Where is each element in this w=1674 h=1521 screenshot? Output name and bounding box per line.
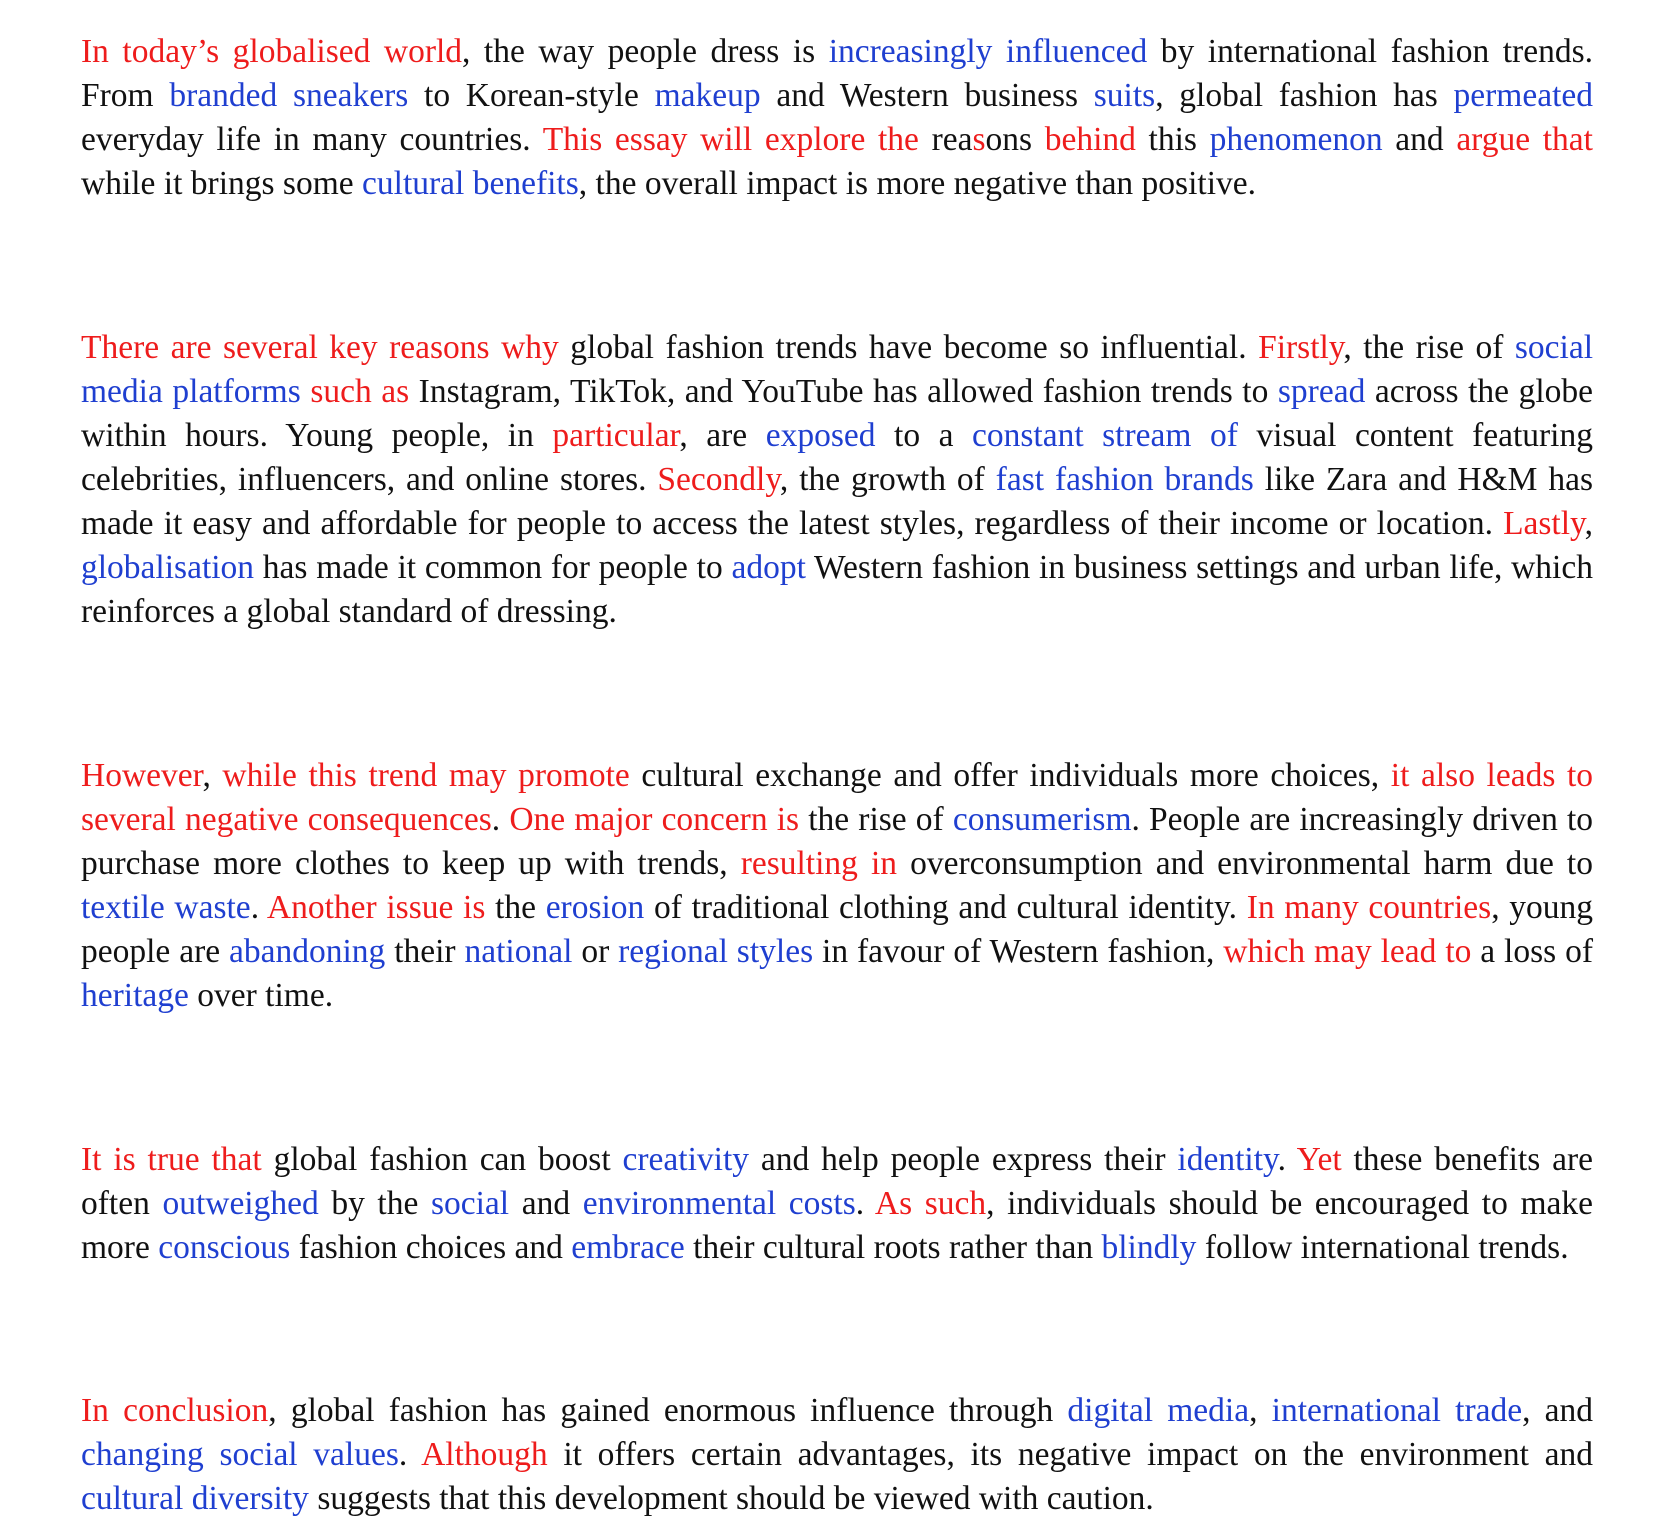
text-run: the	[485, 889, 546, 926]
blue-phrase: identity	[1177, 1141, 1278, 1178]
text-run: Western fashion in business settings and urban life, which reinforces a global standard of dressing.	[81, 549, 1593, 630]
blue-phrase: branded sneakers	[169, 77, 409, 114]
blue-phrase: changing social values	[81, 1436, 399, 1473]
text-run: and help people express their	[749, 1141, 1178, 1178]
blue-phrase: textile waste	[81, 889, 251, 926]
blue-phrase: exposed	[765, 417, 876, 454]
blue-phrase: globalisation	[81, 549, 255, 586]
text-run: these benefits are often	[81, 1141, 1593, 1222]
paragraph-intro	[81, 30, 1593, 206]
blue-phrase: consumerism	[952, 801, 1132, 838]
text-run: .	[491, 801, 510, 838]
text-run: , the rise of	[1343, 329, 1515, 366]
red-phrase: One major concern is	[509, 801, 800, 838]
red-phrase: Another issue is	[266, 889, 486, 926]
text-run: rea	[918, 121, 973, 158]
blue-phrase: outweighed	[162, 1185, 319, 1222]
text-run: or	[572, 933, 619, 970]
red-phrase: argue that	[1456, 121, 1593, 158]
text-run: in favour of Western fashion,	[813, 933, 1224, 970]
text-run: over time.	[188, 977, 334, 1014]
blue-phrase: adopt	[731, 549, 806, 586]
text-run: .	[398, 1436, 422, 1473]
text-run: ons	[985, 121, 1045, 158]
blue-phrase: fast fashion brands	[995, 461, 1254, 498]
red-phrase: Yet	[1296, 1141, 1342, 1178]
blue-phrase: digital media	[1067, 1392, 1250, 1429]
text-run: , the growth of	[779, 461, 996, 498]
paragraph-conclusion	[81, 1389, 1593, 1521]
red-phrase: resulting in	[740, 845, 898, 882]
text-run: visual content featuring celebrities, influencers, and online stores.	[81, 417, 1593, 498]
blue-phrase: permeated	[1453, 77, 1593, 114]
blue-phrase: national	[464, 933, 573, 970]
text-run: overconsumption and environmental harm due to	[897, 845, 1593, 882]
text-run: the rise of	[799, 801, 953, 838]
text-run: like Zara and H&M has made it easy and affordable for people to access the latest styles, regardless of their income or location.	[81, 461, 1593, 542]
red-phrase: In many countries	[1246, 889, 1492, 926]
text-run: ,	[1584, 505, 1593, 542]
blue-phrase: heritage	[81, 977, 189, 1014]
text-run: and	[509, 1185, 583, 1222]
blue-phrase: abandoning	[229, 933, 386, 970]
text-run: , young people are	[81, 889, 1593, 970]
red-phrase: This essay will explore the	[542, 121, 919, 158]
blue-phrase: increasingly influenced	[828, 33, 1148, 70]
text-run: by international fashion trends. From	[81, 33, 1593, 114]
text-run: to a	[875, 417, 972, 454]
red-phrase: which may lead to	[1223, 933, 1472, 970]
paragraph-concession	[81, 1138, 1593, 1270]
blue-phrase: social	[430, 1185, 510, 1222]
blue-phrase: creativity	[622, 1141, 750, 1178]
text-run: by the	[318, 1185, 431, 1222]
text-run: suggests that this development should be viewed with caution.	[308, 1480, 1154, 1517]
blue-phrase: cultural benefits	[362, 165, 579, 202]
red-phrase: Secondly	[657, 461, 780, 498]
text-run: everyday life in many countries.	[81, 121, 543, 158]
text-run: Instagram, TikTok, and YouTube has allowed fashion trends to	[409, 373, 1278, 410]
text-run: while it brings some	[81, 165, 363, 202]
red-phrase: it also leads to several negative consequences	[81, 757, 1594, 838]
red-phrase: As such	[874, 1185, 987, 1222]
text-run: and	[1382, 121, 1457, 158]
text-run: , are	[679, 417, 766, 454]
red-phrase: particular	[552, 417, 680, 454]
text-run: , and	[1522, 1392, 1594, 1429]
red-phrase: In today’s globalised world	[81, 33, 463, 70]
blue-phrase: makeup	[654, 77, 761, 114]
blue-phrase: phenomenon	[1209, 121, 1383, 158]
blue-phrase: constant stream of	[971, 417, 1238, 454]
text-run: fashion choices and	[290, 1229, 572, 1266]
text-run: of traditional clothing and cultural identity.	[644, 889, 1247, 926]
blue-phrase: blindly	[1101, 1229, 1197, 1266]
red-phrase: while this trend may promote	[222, 757, 630, 794]
text-run: has made it common for people to	[254, 549, 732, 586]
red-phrase: s	[972, 121, 986, 158]
text-run: follow international trends.	[1196, 1229, 1569, 1266]
essay-document	[81, 30, 1593, 1521]
blue-phrase: suits	[1093, 77, 1156, 114]
text-run: across the globe within hours. Young people, in	[81, 373, 1593, 454]
text-run: ,	[202, 757, 223, 794]
red-phrase: Although	[421, 1436, 548, 1473]
text-run: a loss of	[1471, 933, 1593, 970]
blue-phrase: cultural diversity	[81, 1480, 309, 1517]
red-phrase: behind	[1044, 121, 1136, 158]
blue-phrase: embrace	[571, 1229, 685, 1266]
blue-phrase: environmental costs	[582, 1185, 856, 1222]
blue-phrase: conscious	[158, 1229, 291, 1266]
blue-phrase: international trade	[1271, 1392, 1523, 1429]
text-run: .	[250, 889, 267, 926]
text-run: . People are increasingly driven to purchase more clothes to keep up with trends,	[81, 801, 1594, 882]
red-phrase: There are several key reasons why	[81, 329, 559, 366]
paragraph-reasons	[81, 326, 1593, 634]
text-run: global fashion trends have become so influential.	[558, 329, 1259, 366]
text-run: , global fashion has gained enormous influence through	[268, 1392, 1068, 1429]
text-run: it offers certain advantages, its negative impact on the environment and	[547, 1436, 1593, 1473]
text-run: ,	[1249, 1392, 1272, 1429]
red-phrase: It is true that	[81, 1141, 262, 1178]
paragraph-negatives	[81, 754, 1593, 1018]
text-run: .	[855, 1185, 875, 1222]
text-run: .	[1277, 1141, 1297, 1178]
text-run: , global fashion has	[1155, 77, 1454, 114]
text-run: their	[385, 933, 465, 970]
blue-phrase: erosion	[545, 889, 645, 926]
blue-phrase: social media platforms	[81, 329, 1594, 410]
text-run: this	[1135, 121, 1210, 158]
blue-phrase: regional styles	[618, 933, 814, 970]
text-run: and Western business	[760, 77, 1094, 114]
text-run: cultural exchange and offer individuals more choices,	[629, 757, 1391, 794]
text-run: to Korean-style	[408, 77, 655, 114]
red-phrase: In conclusion	[81, 1392, 269, 1429]
text-run: , the way people dress is	[462, 33, 829, 70]
red-phrase: Lastly	[1503, 505, 1585, 542]
red-phrase: Firstly	[1258, 329, 1344, 366]
text-run: their cultural roots rather than	[684, 1229, 1102, 1266]
text-run: , individuals should be encouraged to make more	[81, 1185, 1593, 1266]
text-run	[301, 373, 311, 410]
red-phrase: such as	[310, 373, 410, 410]
text-run: global fashion can boost	[261, 1141, 623, 1178]
text-run: , the overall impact is more negative than positive.	[578, 165, 1257, 202]
blue-phrase: spread	[1277, 373, 1366, 410]
red-phrase: However	[81, 757, 203, 794]
